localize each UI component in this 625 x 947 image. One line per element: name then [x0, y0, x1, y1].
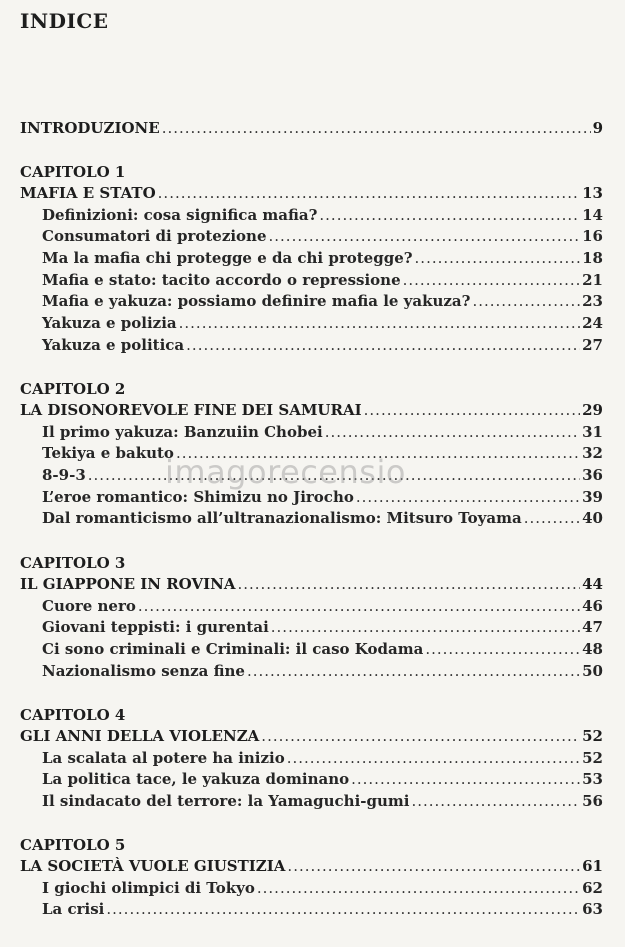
- section-page: 36: [582, 466, 603, 485]
- dot-leader: [287, 748, 580, 770]
- toc-section: [20, 313, 603, 335]
- toc-section: [20, 748, 603, 770]
- section-title: 8-9-3: [42, 466, 86, 485]
- toc-section: [20, 205, 603, 227]
- chapter-heading: [20, 400, 603, 422]
- section-title: Yakuza e politica: [42, 335, 185, 354]
- chapter-label: CAPITOLO 2: [20, 380, 126, 398]
- section-page: 62: [582, 878, 603, 897]
- chapter-title: LA SOCIETÀ VUOLE GIUSTIZIA: [20, 857, 286, 875]
- section-page: 24: [582, 314, 603, 333]
- section-page: 21: [582, 270, 603, 289]
- section-page: 31: [582, 422, 603, 441]
- chapter-page: 52: [582, 727, 603, 745]
- section-page: 46: [582, 596, 603, 615]
- section-title: La politica tace, le yakuza dominano: [42, 770, 350, 789]
- dot-leader: [319, 205, 580, 227]
- section-page: 40: [582, 509, 603, 528]
- section-page: 47: [582, 618, 603, 637]
- chapter-heading: [20, 856, 603, 878]
- chapter-heading: [20, 726, 603, 748]
- toc-section: [20, 335, 603, 357]
- section-title: Dal romanticismo all’ultranazionalismo: Mitsuro Toyama: [42, 509, 522, 528]
- section-title: Ma la mafia chi protegge e da chi protegge?: [42, 249, 413, 268]
- dot-leader: [257, 878, 580, 900]
- dot-leader: [138, 596, 580, 618]
- toc-chapter: [20, 378, 603, 530]
- toc-section: [20, 617, 603, 639]
- dot-leader: [351, 769, 580, 791]
- section-title: La scalata al potere ha inizio: [42, 748, 285, 767]
- dot-leader: [425, 639, 580, 661]
- chapter-title: IL GIAPPONE IN ROVINA: [20, 575, 236, 593]
- toc-section: [20, 270, 603, 292]
- chapter-title: GLI ANNI DELLA VIOLENZA: [20, 727, 260, 745]
- chapter-label: CAPITOLO 4: [20, 706, 126, 724]
- section-page: 14: [582, 205, 603, 224]
- section-title: Giovani teppisti: i gurentai: [42, 618, 269, 637]
- toc-section: [20, 878, 603, 900]
- section-page: 56: [582, 792, 603, 811]
- toc-section: [20, 291, 603, 313]
- section-page: 39: [582, 487, 603, 506]
- section-page: 18: [582, 249, 603, 268]
- dot-leader: [186, 335, 580, 357]
- section-page: 48: [582, 640, 603, 659]
- section-title: Nazionalismo senza fine: [42, 661, 245, 680]
- dot-leader: [411, 791, 580, 813]
- chapter-label: CAPITOLO 1: [20, 163, 126, 181]
- dot-leader: [106, 899, 580, 921]
- toc-section: [20, 487, 603, 509]
- toc-entry-title: INTRODUZIONE: [20, 119, 160, 137]
- toc-section: [20, 899, 603, 921]
- dot-leader: [415, 248, 581, 270]
- toc-section: [20, 596, 603, 618]
- dot-leader: [325, 422, 580, 444]
- chapter-label: CAPITOLO 3: [20, 554, 126, 572]
- dot-leader: [524, 508, 580, 530]
- section-title: Mafia e stato: tacito accordo o repressione: [42, 270, 401, 289]
- dot-leader: [158, 183, 580, 205]
- toc-section: [20, 422, 603, 444]
- toc-entry: [20, 118, 603, 140]
- section-title: Tekiya e bakuto: [42, 444, 174, 463]
- section-page: 52: [582, 748, 603, 767]
- chapter-page: 44: [582, 575, 603, 593]
- toc-section: [20, 661, 603, 683]
- toc-section: [20, 769, 603, 791]
- section-page: 50: [582, 661, 603, 680]
- toc-section: [20, 248, 603, 270]
- chapter-page: 61: [582, 857, 603, 875]
- dot-leader: [247, 661, 580, 683]
- toc-chapter: [20, 552, 603, 682]
- toc-chapter: [20, 161, 603, 357]
- section-title: L’eroe romantico: Shimizu no Jirocho: [42, 487, 354, 506]
- dot-leader: [271, 617, 580, 639]
- section-title: Il primo yakuza: Banzuiin Chobei: [42, 422, 323, 441]
- dot-leader: [269, 226, 581, 248]
- toc-section: [20, 226, 603, 248]
- dot-leader: [237, 574, 580, 596]
- section-page: 23: [582, 292, 603, 311]
- section-title: Consumatori di protezione: [42, 227, 267, 246]
- section-title: Yakuza e polizia: [42, 314, 177, 333]
- section-title: La crisi: [42, 900, 105, 919]
- toc-section: [20, 639, 603, 661]
- dot-leader: [176, 443, 580, 465]
- section-title: Cuore nero: [42, 596, 136, 615]
- dot-leader: [287, 856, 580, 878]
- dot-leader: [472, 291, 580, 313]
- page-title: INDICE: [20, 9, 109, 33]
- toc-section: [20, 791, 603, 813]
- dot-leader: [88, 465, 580, 487]
- toc-entry-page: 9: [592, 119, 603, 137]
- watermark: imagorecensio: [165, 453, 406, 491]
- dot-leader: [356, 487, 580, 509]
- toc-section: [20, 443, 603, 465]
- toc-intro: [20, 118, 603, 140]
- toc-chapter: [20, 704, 603, 813]
- section-page: 27: [582, 335, 603, 354]
- section-title: Definizioni: cosa significa mafia?: [42, 205, 318, 224]
- dot-leader: [403, 270, 581, 292]
- section-title: Mafia e yakuza: possiamo definire mafia le yakuza?: [42, 292, 471, 311]
- toc-section: [20, 508, 603, 530]
- dot-leader: [179, 313, 581, 335]
- chapter-title: LA DISONOREVOLE FINE DEI SAMURAI: [20, 401, 362, 419]
- chapter-page: 13: [582, 184, 603, 202]
- chapter-page: 29: [582, 401, 603, 419]
- dot-leader: [364, 400, 580, 422]
- section-title: Il sindacato del terrore: la Yamaguchi-gumi: [42, 792, 410, 811]
- toc-chapter: [20, 834, 603, 921]
- section-page: 53: [582, 770, 603, 789]
- section-page: 16: [582, 227, 603, 246]
- chapter-title: MAFIA E STATO: [20, 184, 156, 202]
- section-title: Ci sono criminali e Criminali: il caso Kodama: [42, 640, 424, 659]
- section-title: I giochi olimpici di Tokyo: [42, 878, 255, 897]
- chapter-heading: [20, 183, 603, 205]
- toc-section: [20, 465, 603, 487]
- chapter-label: CAPITOLO 5: [20, 836, 126, 854]
- dot-leader: [162, 118, 591, 140]
- chapter-heading: [20, 574, 603, 596]
- section-page: 63: [582, 900, 603, 919]
- dot-leader: [261, 726, 580, 748]
- section-page: 32: [582, 444, 603, 463]
